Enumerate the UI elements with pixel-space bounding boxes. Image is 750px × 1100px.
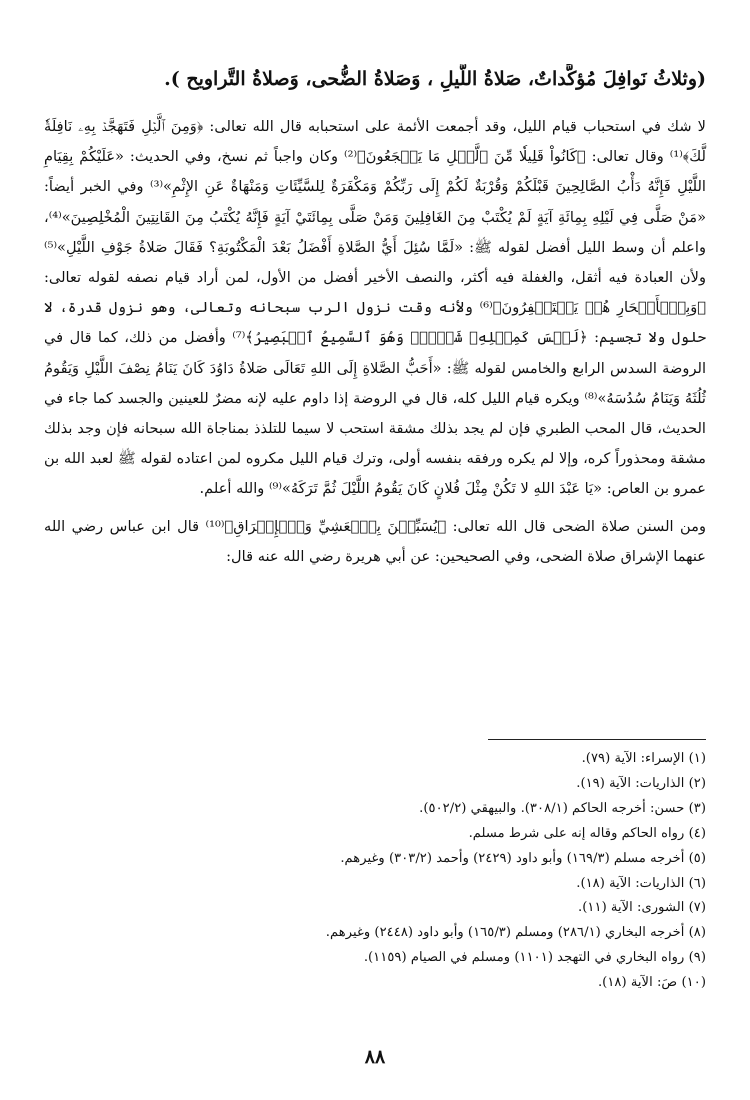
paragraph-duha-prayer: ومن السنن صلاة الضحى قال الله تعالى: ﴿يُسَبِّحۡنَ بِٱلۡعَشِيِّ وَٱلۡإِشۡرَاقِ﴾⁽¹⁰⁾ قال ابن عباس رضي الله عنهما الإشراق صلاة الضحى، وفي الصحيحين: عن أبي هريرة رضي الله عنه قال: — [44, 517, 707, 565]
page-number: ٨٨ — [364, 1046, 386, 1068]
section-heading: (وثلاثُ نَوافِلَ مُؤكَّداتٌ، صَلاةُ اللَّيلِ ، وَصَلاةُ الضُّحى، وَصلاةُ التَّراويح ). — [164, 68, 706, 90]
footnotes-list — [44, 747, 706, 996]
footnote-7: (٧) الشورى: الآية (١١). — [578, 900, 706, 916]
footnote-1: (١) الإسراء: الآية (٧٩). — [581, 751, 706, 766]
footnote-2: (٢) الذاريات: الآية (١٩). — [576, 775, 706, 791]
footnote-3: (٣) حسن: أخرجه الحاكم (٣٠٨/١). والبيهقي (٥٠٢/٢). — [419, 800, 706, 816]
footnote-8: (٨) أخرجه البخاري (٢٨٦/١) ومسلم (١٦٥/٣) وأبو داود (٢٤٤٨) وغيرهم. — [325, 925, 706, 941]
paragraph-night-prayer: لا شك في استحباب قيام الليل، وقد أجمعت الأئمة على استحبابه قال الله تعالى: ﴿وَمِنَ ٱلَّيۡلِ فَتَهَجَّدۡ بِهِۦ نَافِلَةٗ لَّكَ﴾⁽¹⁾ وقال تعالى: ﴿كَانُواْ قَلِيلٗا مِّنَ ٱلَّيۡلِ مَا يَهۡجَعُونَ﴾⁽²⁾ وكان واجباً ثم نسخ، وفي الحديث: «عَلَيْكُمْ بِقِيَامِ اللَّيْلِ فَإِنَّهُ دَأْبُ الصَّالِحِينَ قَبْلَكُمْ وَقُرْبَةٌ لَكُمْ إِلَى رَبِّكُمْ وَمَكْفَرَةٌ لِلسَّيِّئَاتِ وَمَنْهَاةٌ عَنِ الإِثْمِ»⁽³⁾ وفي الخبر أيضاً: «مَنْ صَلَّى فِي لَيْلِهِ بِمِائَةِ آيَةٍ لَمْ يُكْتَبْ مِنَ الغَافِلِينَ وَمَنْ صَلَّى بِمِائَتَيْ آيَةٍ فَإِنَّهُ يُكْتَبُ مِنَ القَانِتِينَ الْمُخْلِصِينَ»⁽⁴⁾، واعلم أن وسط الليل أفضل لقوله ﷺ: «لَمَّا سُئِلَ أَيُّ الصَّلاةِ أَفْضَلُ بَعْدَ الْمَكْتُوبَةِ؟ فَقَالَ صَلاةُ جَوْفِ اللَّيْلِ»⁽⁵⁾ ولأن العبادة فيه أثقل، والغفلة فيه أكثر، والنصف الأخير أفضل من الأول، لمن أراد قيام نصفه لقوله تعالى: ﴿وَبِٱلۡأَسۡحَارِ هُمۡ يَسۡتَغۡفِرُونَ﴾⁽⁶⁾ ولأنه وقت نزول الرب سبحانه وتعالى، وهو نزول قدرة، لا حلول ولا تجسيم: ﴿لَيۡسَ كَمِثۡلِهِۦ شَيۡءٞۖ وَهُوَ ٱلسَّمِيعُ ٱلۡبَصِيرُ﴾⁽⁷⁾ وأفضل من ذلك، كما قال في الروضة السدس الرابع والخامس لقوله ﷺ: «أَحَبُّ الصَّلاةِ إِلَى اللهِ تَعَالَى صَلاةُ دَاوُدَ كَانَ يَنَامُ نِصْفَ اللَّيْلِ وَيَقُومُ ثُلُثَهُ وَيَنَامُ سُدُسَهُ»⁽⁸⁾ ويكره قيام الليل كله، قال في الروضة إذا داوم عليه لإنه مضرٌ للعينين والجسد كما جاء في الحديث، قال المحب الطبري فإن لم يجد بذلك مشقة استحب لا سيما للتلذذ بمناجاة الله سبحانه فإن وجد بذلك مشقة ومحذوراً كره، وإلا لم يكره ورفقه بنفسه أولى، وترك قيام الليل مكروه لمن اعتاده لقوله ﷺ لعبد الله بن عمرو بن العاص: «يَا عَبْدَ اللهِ لا تَكُنْ مِثْلَ فُلانٍ كَانَ يَقُومُ اللَّيْلَ ثُمَّ تَرَكَهُ»⁽⁹⁾ والله أعلم. — [44, 118, 707, 498]
main-text — [44, 112, 706, 572]
footnote-separator — [488, 739, 706, 740]
footnote-5: (٥) أخرجه مسلم (١٦٩/٣) وأبو داود (٢٤٢٩) وأحمد (٣٠٣/٢) وغيرهم. — [340, 850, 706, 866]
footnote-6: (٦) الذاريات: الآية (١٨). — [576, 875, 706, 891]
footnote-10: (١٠) صَ: الآية (١٨). — [597, 975, 706, 991]
footnote-4: (٤) رواه الحاكم وقاله إنه على شرط مسلم. — [468, 825, 706, 841]
footnote-9: (٩) رواه البخاري في التهجد (١١٠١) ومسلم في الصيام (١١٥٩). — [363, 950, 706, 966]
